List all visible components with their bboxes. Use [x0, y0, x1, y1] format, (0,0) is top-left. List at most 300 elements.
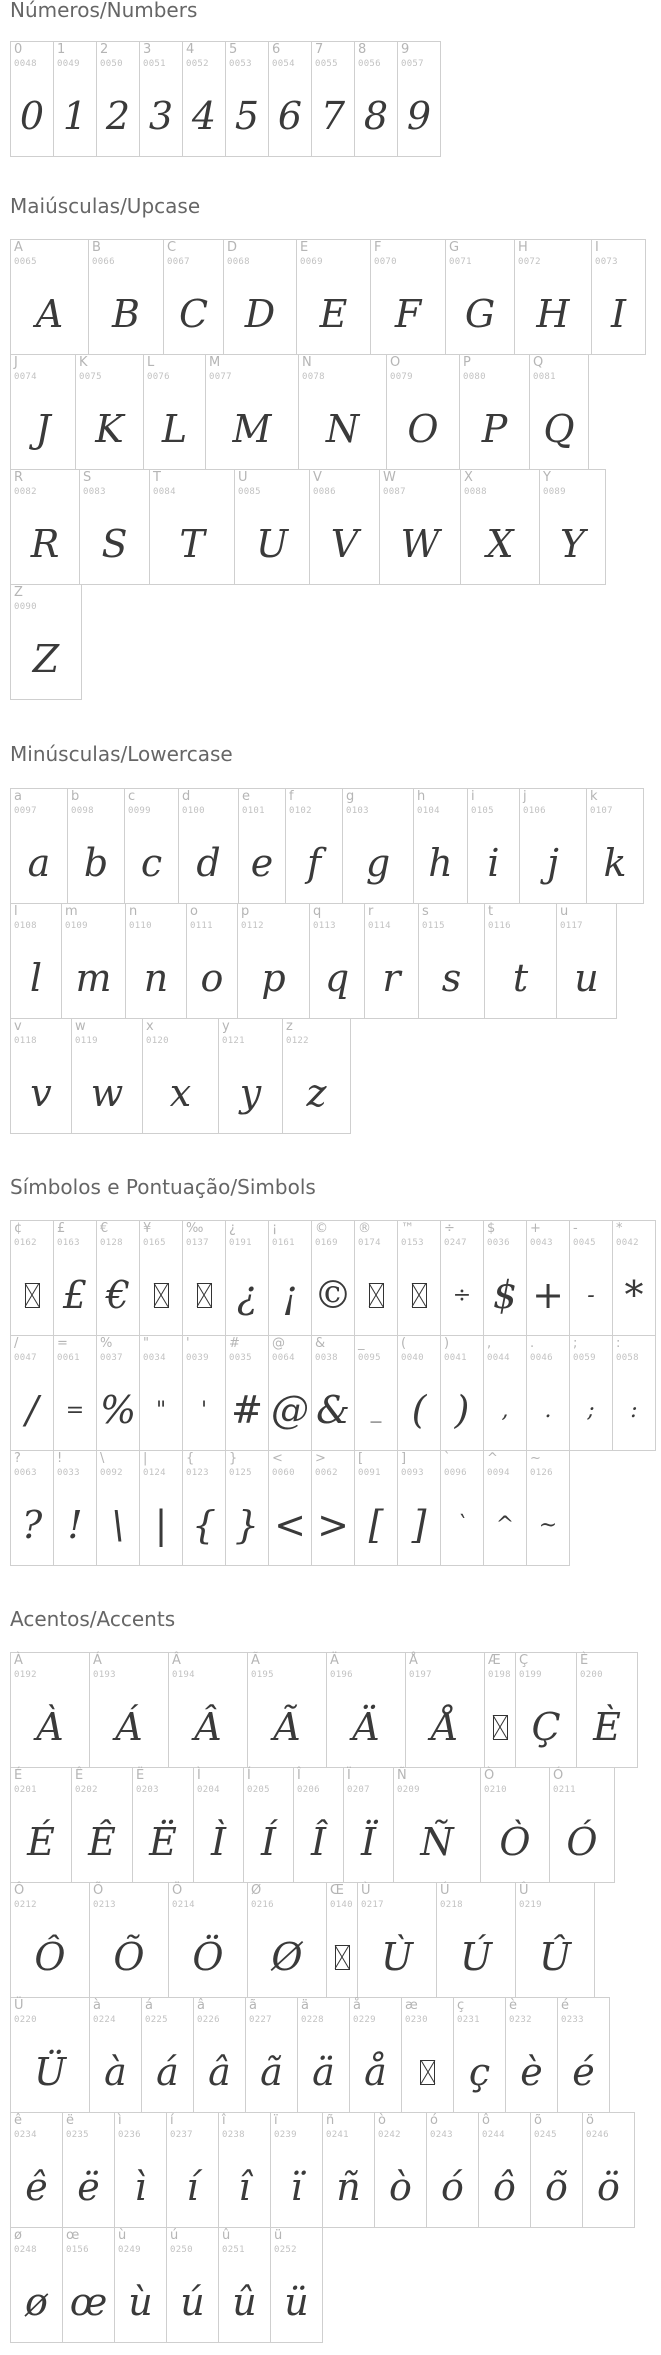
glyph-cell — [168, 1652, 248, 1768]
glyph-code-label: 0165 — [143, 1238, 166, 1248]
glyph-cell — [223, 239, 297, 355]
glyph-code-label: 0233 — [561, 2015, 584, 2025]
glyph-code-label: 0064 — [272, 1353, 295, 1363]
glyph-preview: Ç — [531, 1705, 561, 1749]
numbers-section-title: Números/Numbers — [10, 0, 198, 22]
missing-glyph-box-icon — [412, 1283, 427, 1308]
glyph-character-label: w — [75, 1019, 86, 1034]
lowercase-glyph-grid — [10, 788, 655, 1133]
glyph-code-label: 0038 — [315, 1353, 338, 1363]
glyph-preview: ë — [77, 2165, 100, 2209]
glyph-cell — [53, 1220, 97, 1336]
glyph-character-label: C — [167, 240, 177, 255]
glyph-code-label: 0238 — [222, 2130, 245, 2140]
glyph-code-label: 0226 — [197, 2015, 220, 2025]
missing-glyph-icon — [140, 1261, 182, 1329]
glyph-preview: . — [544, 1397, 552, 1423]
glyph-character-label: ® — [358, 1221, 371, 1236]
glyph-preview: © — [314, 1273, 352, 1317]
glyph-preview: ã — [260, 2050, 283, 2094]
glyph-preview: ö — [597, 2165, 620, 2209]
glyph-code-label: 0237 — [170, 2130, 193, 2140]
glyph-preview: È — [593, 1705, 621, 1749]
glyph-preview: Ó — [566, 1820, 598, 1864]
glyph-code-label: 0041 — [444, 1353, 467, 1363]
glyph-cell — [10, 2112, 63, 2228]
glyph-character-label: Æ — [488, 1653, 501, 1668]
glyph-code-label: 0229 — [353, 2015, 376, 2025]
glyph-cell — [397, 1335, 441, 1451]
glyph-code-label: 0088 — [464, 487, 487, 497]
glyph-code-label: 0075 — [79, 372, 102, 382]
glyph-preview: Ä — [352, 1705, 380, 1749]
glyph-character-label: H — [518, 240, 528, 255]
glyph-character-label: G — [449, 240, 460, 255]
glyph-character-label: ì — [118, 2113, 122, 2128]
glyph-code-label: 0100 — [182, 806, 205, 816]
glyph-cell — [309, 469, 380, 585]
glyph-code-label: 0234 — [14, 2130, 37, 2140]
glyph-character-label: ñ — [326, 2113, 335, 2128]
missing-glyph-icon — [327, 1923, 357, 1991]
glyph-preview: Ã — [273, 1705, 301, 1749]
glyph-character-label: Á — [93, 1653, 102, 1668]
glyph-code-label: 0103 — [346, 806, 369, 816]
glyph-preview: Ú — [459, 1935, 493, 1979]
glyph-cell — [245, 1997, 298, 2113]
glyph-character-label: P — [463, 355, 471, 370]
glyph-code-label: 0251 — [222, 2245, 245, 2255]
glyph-preview: ê — [25, 2165, 48, 2209]
upcase-section-title: Maiúsculas/Upcase — [10, 194, 201, 218]
glyph-preview: / — [25, 1388, 39, 1432]
glyph-preview: s — [441, 956, 462, 1000]
glyph-cell — [96, 1335, 140, 1451]
glyph-code-label: 0118 — [14, 1036, 37, 1046]
glyph-code-label: 0245 — [534, 2130, 557, 2140]
glyph-character-label: À — [14, 1653, 23, 1668]
glyph-cell — [193, 1997, 246, 2113]
glyph-code-label: 0105 — [471, 806, 494, 816]
glyph-code-label: 0204 — [197, 1785, 220, 1795]
glyph-code-label: 0083 — [83, 487, 106, 497]
glyph-character-label: Ñ — [397, 1768, 407, 1783]
glyph-preview: L — [161, 407, 188, 451]
glyph-code-label: 0037 — [100, 1353, 123, 1363]
glyph-preview: ? — [21, 1503, 43, 1547]
glyph-code-label: 0120 — [146, 1036, 169, 1046]
missing-glyph-icon — [183, 1261, 225, 1329]
glyph-preview: Ü — [33, 2050, 67, 2094]
glyph-preview: * — [624, 1273, 644, 1317]
glyph-cell — [166, 2112, 219, 2228]
glyph-character-label: l — [14, 904, 18, 919]
glyph-code-label: 0059 — [573, 1353, 596, 1363]
glyph-code-label: 0228 — [301, 2015, 324, 2025]
glyph-code-label: 0042 — [616, 1238, 639, 1248]
glyph-preview: Ô — [34, 1935, 66, 1979]
glyph-code-label: 0209 — [397, 1785, 420, 1795]
glyph-character-label: p — [241, 904, 250, 919]
glyph-code-label: 0224 — [93, 2015, 116, 2025]
glyph-preview: } — [234, 1503, 260, 1547]
glyph-code-label: 0194 — [172, 1670, 195, 1680]
glyph-cell — [591, 239, 646, 355]
glyph-cell — [237, 903, 310, 1019]
glyph-character-label: g — [346, 789, 355, 804]
glyph-cell — [515, 1882, 595, 1998]
glyph-preview: 3 — [148, 94, 174, 138]
glyph-character-label: ! — [57, 1451, 63, 1466]
glyph-preview: É — [27, 1820, 55, 1864]
glyph-character-label: t — [488, 904, 494, 919]
glyph-cell — [10, 1997, 90, 2113]
glyph-cell — [75, 354, 144, 470]
glyph-character-label: y — [222, 1019, 230, 1034]
glyph-character-label: | — [143, 1451, 148, 1466]
glyph-character-label: ó — [430, 2113, 438, 2128]
glyph-cell — [270, 2112, 323, 2228]
glyph-preview: " — [155, 1397, 167, 1423]
glyph-preview: 9 — [406, 94, 432, 138]
glyph-code-label: 0203 — [136, 1785, 159, 1795]
glyph-cell — [10, 1450, 54, 1566]
glyph-code-label: 0090 — [14, 602, 37, 612]
glyph-cell — [53, 41, 97, 157]
glyph-cell — [413, 788, 468, 904]
glyph-code-label: 0235 — [66, 2130, 89, 2140]
glyph-cell — [163, 239, 224, 355]
glyph-preview: ~ — [538, 1512, 558, 1538]
glyph-character-label: Q — [533, 355, 544, 370]
glyph-character-label: L — [147, 355, 155, 370]
glyph-cell — [426, 2112, 479, 2228]
glyph-character-label: ` — [444, 1451, 451, 1466]
glyph-character-label: ò — [378, 2113, 386, 2128]
glyph-character-label: & — [315, 1336, 326, 1351]
glyph-character-label: Ë — [136, 1768, 145, 1783]
glyph-code-label: 0231 — [457, 2015, 480, 2025]
glyph-cell — [143, 354, 206, 470]
glyph-code-label: 0174 — [358, 1238, 381, 1248]
glyph-preview: 4 — [191, 94, 217, 138]
glyph-cell — [311, 1335, 355, 1451]
glyph-cell — [576, 1652, 638, 1768]
glyph-preview: \ — [111, 1503, 125, 1547]
glyph-code-label: 0046 — [530, 1353, 553, 1363]
glyph-preview: W — [400, 522, 440, 566]
glyph-code-label: 0225 — [145, 2015, 168, 2025]
glyph-cell — [10, 1652, 90, 1768]
glyph-code-label: 0091 — [358, 1468, 381, 1478]
glyph-character-label: 7 — [315, 42, 324, 57]
glyph-cell — [401, 1997, 454, 2113]
glyph-code-label: 0137 — [186, 1238, 209, 1248]
glyph-character-label: _ — [358, 1336, 365, 1351]
glyph-cell — [88, 239, 164, 355]
glyph-character-label: € — [100, 1221, 109, 1236]
glyph-character-label: © — [315, 1221, 328, 1236]
glyph-code-label: 0163 — [57, 1238, 80, 1248]
glyph-code-label: 0109 — [65, 921, 88, 931]
glyph-code-label: 0250 — [170, 2245, 193, 2255]
glyph-character-label: ç — [457, 1998, 465, 2013]
glyph-character-label: o — [190, 904, 198, 919]
glyph-character-label: å — [353, 1998, 361, 2013]
glyph-code-label: 0213 — [93, 1900, 116, 1910]
glyph-code-label: 0140 — [330, 1900, 353, 1910]
glyph-character-label: Õ — [93, 1883, 104, 1898]
glyph-cell — [440, 1450, 484, 1566]
glyph-character-label: 8 — [358, 42, 367, 57]
glyph-character-label: Ö — [172, 1883, 183, 1898]
glyph-code-label: 0207 — [347, 1785, 370, 1795]
glyph-character-label: 3 — [143, 42, 152, 57]
glyph-character-label: O — [390, 355, 401, 370]
glyph-cell — [79, 469, 150, 585]
glyph-character-label: 1 — [57, 42, 66, 57]
glyph-character-label: Ä — [330, 1653, 339, 1668]
glyph-character-label: F — [374, 240, 382, 255]
glyph-preview: Û — [538, 1935, 572, 1979]
glyph-code-label: 0045 — [573, 1238, 596, 1248]
glyph-character-label: W — [383, 470, 396, 485]
glyph-character-label: ~ — [530, 1451, 541, 1466]
glyph-preview: | — [154, 1503, 168, 1547]
glyph-character-label: î — [222, 2113, 226, 2128]
glyph-cell — [440, 1220, 484, 1336]
glyph-cell — [10, 1335, 54, 1451]
glyph-code-label: 0062 — [315, 1468, 338, 1478]
glyph-character-label: I — [595, 240, 599, 255]
glyph-code-label: 0205 — [247, 1785, 270, 1795]
glyph-preview: k — [603, 841, 627, 885]
glyph-code-label: 0153 — [401, 1238, 424, 1248]
glyph-cell — [374, 2112, 427, 2228]
glyph-cell — [343, 1767, 394, 1883]
glyph-character-label: b — [71, 789, 80, 804]
glyph-cell — [311, 1220, 355, 1336]
glyph-cell — [114, 2227, 167, 2343]
glyph-cell — [405, 1652, 485, 1768]
glyph-code-label: 0218 — [440, 1900, 463, 1910]
glyph-character-label: J — [14, 355, 18, 370]
glyph-preview: a — [27, 841, 51, 885]
glyph-character-label: Ô — [14, 1883, 25, 1898]
glyph-character-label: { — [186, 1451, 195, 1466]
glyph-preview: Ø — [271, 1935, 303, 1979]
glyph-cell — [418, 903, 485, 1019]
glyph-cell — [445, 239, 515, 355]
glyph-cell — [311, 41, 355, 157]
glyph-preview: Í — [260, 1820, 276, 1864]
glyph-preview: Y — [559, 522, 586, 566]
lowercase-section-title: Minúsculas/Lowercase — [10, 742, 233, 766]
glyph-preview: w — [90, 1071, 124, 1115]
glyph-preview: Ù — [380, 1935, 414, 1979]
glyph-code-label: 0115 — [422, 921, 445, 931]
glyph-code-label: 0094 — [487, 1468, 510, 1478]
glyph-code-label: 0050 — [100, 59, 123, 69]
glyph-code-label: 0047 — [14, 1353, 37, 1363]
glyph-character-label: n — [129, 904, 138, 919]
glyph-preview: û — [232, 2280, 257, 2324]
glyph-preview: ñ — [336, 2165, 361, 2209]
glyph-character-label: ¢ — [14, 1221, 23, 1236]
glyph-code-label: 0068 — [227, 257, 250, 267]
glyph-character-label: ø — [14, 2228, 22, 2243]
glyph-code-label: 0063 — [14, 1468, 37, 1478]
glyph-cell — [247, 1652, 327, 1768]
glyph-character-label: A — [14, 240, 23, 255]
glyph-preview: À — [36, 1705, 64, 1749]
glyph-preview: ì — [134, 2165, 147, 2209]
glyph-character-label: æ — [405, 1998, 418, 2013]
glyph-character-label: 2 — [100, 42, 109, 57]
glyph-preview: Â — [194, 1705, 222, 1749]
glyph-character-label: ï — [274, 2113, 278, 2128]
glyph-cell — [484, 903, 557, 1019]
glyph-character-label: £ — [57, 1221, 66, 1236]
glyph-character-label: R — [14, 470, 24, 485]
glyph-character-label: d — [182, 789, 191, 804]
glyph-character-label: Ã — [251, 1653, 260, 1668]
glyph-preview: ô — [493, 2165, 516, 2209]
glyph-cell — [67, 788, 125, 904]
glyph-cell — [556, 903, 617, 1019]
glyph-cell — [89, 1997, 142, 2113]
glyph-character-label: % — [100, 1336, 113, 1351]
glyph-cell — [364, 903, 419, 1019]
glyph-preview: € — [105, 1273, 131, 1317]
glyph-code-label: 0036 — [487, 1238, 510, 1248]
glyph-preview: l — [29, 956, 43, 1000]
glyph-code-label: 0195 — [251, 1670, 274, 1680]
glyph-code-label: 0192 — [14, 1670, 37, 1680]
glyph-preview: [ — [368, 1503, 384, 1547]
glyph-cell — [225, 1220, 269, 1336]
glyph-preview: 8 — [363, 94, 389, 138]
glyph-cell — [182, 41, 226, 157]
glyph-cell — [10, 41, 54, 157]
glyph-character-label: T — [153, 470, 161, 485]
glyph-character-label: N — [302, 355, 312, 370]
glyph-preview: i — [487, 841, 500, 885]
glyph-preview: c — [140, 841, 163, 885]
glyph-preview: à — [104, 2050, 127, 2094]
glyph-character-label: Û — [519, 1883, 529, 1898]
glyph-preview: ÷ — [452, 1282, 472, 1308]
glyph-cell — [10, 354, 76, 470]
glyph-preview: m — [75, 956, 112, 1000]
glyph-cell — [397, 1450, 441, 1566]
glyph-code-label: 0212 — [14, 1900, 37, 1910]
glyph-preview: R — [30, 522, 60, 566]
glyph-code-label: 0089 — [543, 487, 566, 497]
glyph-character-label: U — [238, 470, 248, 485]
accents-section-title: Acentos/Accents — [10, 1607, 176, 1631]
glyph-cell — [483, 1335, 527, 1451]
glyph-code-label: 0117 — [560, 921, 583, 931]
missing-glyph-box-icon — [369, 1283, 384, 1308]
glyph-character-label: D — [227, 240, 238, 255]
glyph-preview: ! — [67, 1503, 83, 1547]
glyph-character-label: ' — [186, 1336, 190, 1351]
missing-glyph-icon — [398, 1261, 440, 1329]
glyph-preview: 0 — [19, 94, 45, 138]
glyph-code-label: 0054 — [272, 59, 295, 69]
missing-glyph-box-icon — [197, 1283, 212, 1308]
glyph-character-label: ã — [249, 1998, 257, 2013]
glyph-code-label: 0219 — [519, 1900, 542, 1910]
glyph-character-label: ü — [274, 2228, 283, 2243]
glyph-preview: F — [394, 292, 422, 336]
glyph-code-label: 0052 — [186, 59, 209, 69]
glyph-character-label: é — [561, 1998, 569, 2013]
glyph-character-label: i — [471, 789, 475, 804]
glyph-cell — [397, 41, 441, 157]
glyph-preview: ; — [587, 1397, 595, 1423]
glyph-preview: V — [330, 522, 359, 566]
glyph-preview: t — [512, 956, 529, 1000]
glyph-character-label: u — [560, 904, 569, 919]
glyph-code-label: 0128 — [100, 1238, 123, 1248]
glyph-character-label: 5 — [229, 42, 238, 57]
glyph-preview: Õ — [113, 1935, 145, 1979]
glyph-code-label: 0126 — [530, 1468, 553, 1478]
missing-glyph-box-icon — [493, 1715, 508, 1740]
glyph-code-label: 0035 — [229, 1353, 252, 1363]
glyph-code-label: 0216 — [251, 1900, 274, 1910]
glyph-code-label: 0055 — [315, 59, 338, 69]
glyph-cell — [349, 1997, 402, 2113]
glyph-cell — [514, 239, 592, 355]
glyph-cell — [53, 1335, 97, 1451]
glyph-character-label: q — [313, 904, 322, 919]
glyph-code-label: 0230 — [405, 2015, 428, 2025]
glyph-cell — [10, 1882, 90, 1998]
glyph-cell — [478, 2112, 531, 2228]
glyph-cell — [71, 1018, 143, 1134]
glyph-character-label: : — [616, 1336, 621, 1351]
glyph-preview: Ì — [210, 1820, 226, 1864]
glyph-cell — [182, 1450, 226, 1566]
glyph-preview: ü — [284, 2280, 309, 2324]
glyph-preview: I — [610, 292, 626, 336]
glyph-character-label: œ — [66, 2228, 80, 2243]
glyph-preview: é — [572, 2050, 595, 2094]
glyph-code-label: 0048 — [14, 59, 37, 69]
accents-glyph-grid — [10, 1652, 655, 2342]
glyph-code-label: 0201 — [14, 1785, 37, 1795]
glyph-code-label: 0114 — [368, 921, 391, 931]
glyph-code-label: 0040 — [401, 1353, 424, 1363]
glyph-cell — [557, 1997, 610, 2113]
glyph-character-label: õ — [534, 2113, 542, 2128]
glyph-character-label: ‰ — [186, 1221, 204, 1236]
glyph-character-label: > — [315, 1451, 326, 1466]
glyph-preview: ù — [128, 2280, 153, 2324]
glyph-cell — [268, 1335, 312, 1451]
glyph-cell — [71, 1767, 133, 1883]
glyph-cell — [234, 469, 310, 585]
glyph-code-label: 0247 — [444, 1238, 467, 1248]
glyph-cell — [612, 1335, 656, 1451]
glyph-character-label: Ú — [440, 1883, 450, 1898]
glyph-code-label: 0202 — [75, 1785, 98, 1795]
glyph-preview: ` — [456, 1512, 468, 1538]
glyph-character-label: Ó — [553, 1768, 564, 1783]
